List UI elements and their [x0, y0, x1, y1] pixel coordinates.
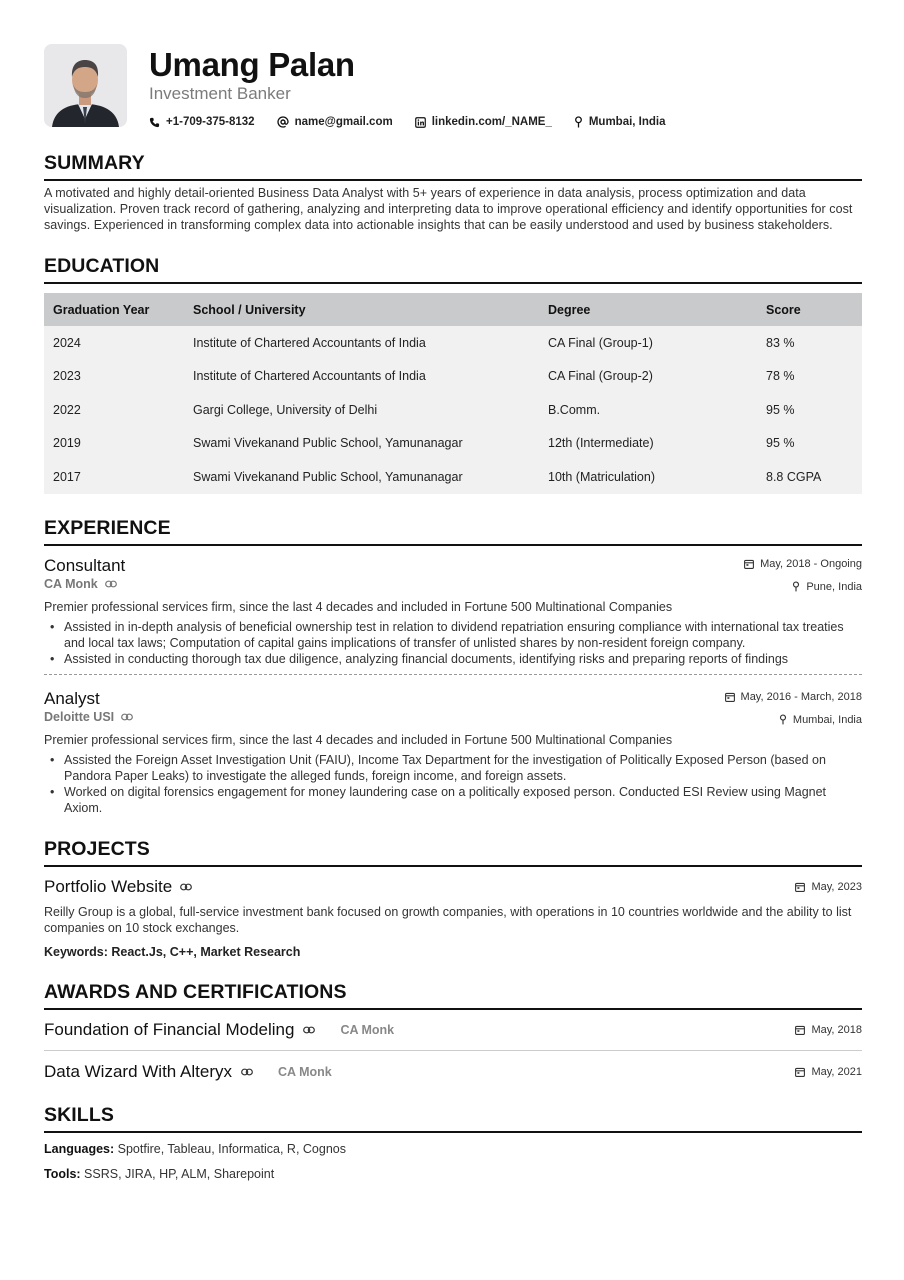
score-cell: 8.8 CGPA — [757, 460, 862, 494]
list-item: • Assisted in conducting thorough tax due diligence, analyzing financial documents, identifying risks and preparing reports of findings — [44, 651, 862, 667]
project-entry — [44, 877, 862, 897]
contact-linkedin-text: linkedin.com/_NAME_ — [431, 116, 552, 128]
degree-cell: 12th (Intermediate) — [539, 427, 757, 461]
project-title[interactable] — [44, 877, 192, 897]
at-icon — [277, 116, 289, 128]
education-section — [44, 255, 862, 494]
award-date-text: May, 2018 — [811, 1023, 862, 1036]
skill-label: Languages: — [44, 1141, 115, 1156]
location-icon — [779, 714, 787, 725]
table-row — [44, 326, 862, 360]
contact-bar — [149, 116, 688, 128]
education-header-row — [44, 293, 862, 326]
job-entry — [44, 689, 862, 816]
experience-section — [44, 517, 862, 816]
table-row — [44, 460, 862, 494]
award-title[interactable]: Data Wizard With Alteryx — [44, 1061, 232, 1081]
award-issuer: CA Monk — [278, 1064, 332, 1079]
job-location — [744, 580, 862, 594]
project-keywords: Keywords: React.Js, C++, Market Research — [44, 944, 301, 959]
skill-value: SSRS, JIRA, HP, ALM, Sharepoint — [80, 1166, 275, 1181]
degree-cell: CA Final (Group-2) — [539, 360, 757, 394]
job-title: Consultant — [44, 555, 126, 575]
degree-cell: CA Final (Group-1) — [539, 326, 757, 360]
summary-text: A motivated and highly detail-oriented Business Data Analyst with 5+ years of experience in data analysis, process optimization and data visualization. Proven track record of gathering, analyzing and interpreting data to improve operational efficiency and identify opportunities for cost savings. Experienced in transforming complex data into actionable insights that can be easily understood and used by business stakeholders. — [44, 186, 853, 232]
location-icon — [574, 116, 583, 128]
job-location-text: Pune, India — [806, 580, 862, 593]
score-cell: 78 % — [757, 360, 862, 394]
score-cell: 95 % — [757, 427, 862, 461]
projects-section — [44, 838, 862, 959]
school-cell: Institute of Chartered Accountants of India — [184, 360, 539, 394]
award-date — [795, 1065, 862, 1079]
project-title-text: Portfolio Website — [44, 876, 173, 896]
school-cell: Gargi College, University of Delhi — [184, 393, 539, 427]
awards-heading: AWARDS AND CERTIFICATIONS — [44, 981, 862, 1010]
table-row — [44, 427, 862, 461]
column-header-school: School / University — [184, 293, 539, 326]
resume-page — [44, 44, 862, 1182]
link-icon — [121, 713, 133, 721]
avatar-photo-icon — [44, 44, 127, 127]
job-company-name: CA Monk — [44, 576, 98, 591]
job-bullets — [44, 752, 862, 816]
project-date-text: May, 2023 — [811, 880, 862, 893]
contact-location — [574, 116, 666, 128]
job-location — [725, 713, 862, 727]
skills-heading: SKILLS — [44, 1104, 862, 1133]
calendar-icon — [725, 692, 735, 702]
award-entry — [44, 1020, 862, 1040]
job-entry — [44, 556, 862, 675]
education-table — [44, 293, 862, 494]
experience-heading: EXPERIENCE — [44, 517, 862, 546]
job-date — [744, 557, 862, 571]
degree-cell: B.Comm. — [539, 393, 757, 427]
award-date — [795, 1023, 862, 1037]
projects-heading: PROJECTS — [44, 838, 862, 867]
contact-linkedin[interactable] — [415, 116, 552, 128]
degree-cell: 10th (Matriculation) — [539, 460, 757, 494]
list-item: • Assisted the Foreign Asset Investigation Unit (FAIU), Income Tax Department for the investigation of Politically Exposed Person (based on Pandora Paper Leaks) to investigate the alleged funds, foreign income, and foreign assets. — [44, 752, 862, 784]
graduation-year-cell: 2019 — [44, 427, 184, 461]
calendar-icon — [795, 1025, 805, 1035]
list-item: • Worked on digital forensics engagement for money laundering case on a politically exposed person. Conducted ESI Review using Magnet Axiom. — [44, 784, 862, 816]
link-icon — [180, 883, 192, 891]
skills-section — [44, 1104, 862, 1182]
column-header-score: Score — [757, 293, 862, 326]
job-location-text: Mumbai, India — [792, 713, 862, 726]
skill-label: Tools: — [44, 1166, 81, 1181]
candidate-name: Umang Palan — [149, 46, 355, 83]
graduation-year-cell: 2024 — [44, 326, 184, 360]
contact-email-text: name@gmail.com — [294, 116, 393, 128]
column-header-graduation-year: Graduation Year — [44, 293, 184, 326]
job-company-name: Deloitte USI — [44, 709, 115, 724]
phone-icon — [149, 117, 160, 128]
job-divider — [44, 674, 862, 675]
job-date-text: May, 2018 - Ongoing — [760, 557, 862, 570]
contact-phone[interactable] — [149, 116, 255, 128]
summary-heading: SUMMARY — [44, 152, 862, 181]
graduation-year-cell: 2023 — [44, 360, 184, 394]
project-description: Reilly Group is a global, full-service investment bank focused on growth companies, with operations in 10 countries worldwide and the ability to list companies on 10 stock exchanges. — [44, 904, 852, 935]
awards-section — [44, 981, 862, 1082]
award-date-text: May, 2021 — [811, 1065, 862, 1078]
score-cell: 95 % — [757, 393, 862, 427]
award-issuer: CA Monk — [340, 1022, 395, 1037]
award-entry — [44, 1062, 862, 1082]
graduation-year-cell: 2017 — [44, 460, 184, 494]
project-date — [795, 880, 862, 894]
skill-languages — [44, 1141, 862, 1157]
skill-tools — [44, 1166, 862, 1182]
column-header-degree: Degree — [539, 293, 757, 326]
award-divider — [44, 1050, 862, 1051]
link-icon — [105, 580, 117, 588]
school-cell: Swami Vivekanand Public School, Yamunanagar — [184, 427, 539, 461]
job-description: Premier professional services firm, since the last 4 decades and included in Fortune 500 Multinational Companies — [44, 732, 673, 747]
award-title[interactable]: Foundation of Financial Modeling — [44, 1019, 295, 1039]
contact-email[interactable] — [277, 116, 393, 128]
summary-section — [44, 152, 862, 233]
link-icon — [241, 1068, 253, 1076]
link-icon — [303, 1026, 315, 1034]
job-company[interactable] — [44, 709, 133, 725]
school-cell: Institute of Chartered Accountants of India — [184, 326, 539, 360]
table-row — [44, 393, 862, 427]
table-row — [44, 360, 862, 394]
list-item: • Assisted in in-depth analysis of beneficial ownership test in relation to dividend repatriation ensuring compliance with international tax treaties and local tax laws; Computation of capital gains implications of transfer of unlisted shares by non-resident foreign company. — [44, 619, 862, 651]
score-cell: 83 % — [757, 326, 862, 360]
linkedin-icon — [415, 117, 426, 128]
job-company[interactable] — [44, 576, 125, 592]
calendar-icon — [795, 1067, 805, 1077]
job-title: Analyst — [44, 688, 100, 708]
contact-phone-text: +1-709-375-8132 — [166, 116, 255, 128]
education-heading: EDUCATION — [44, 255, 862, 284]
resume-header — [44, 44, 862, 128]
job-date-text: May, 2016 - March, 2018 — [740, 690, 862, 703]
contact-location-text: Mumbai, India — [588, 116, 666, 128]
skill-value: Spotfire, Tableau, Informatica, R, Cognos — [114, 1141, 346, 1156]
graduation-year-cell: 2022 — [44, 393, 184, 427]
job-description: Premier professional services firm, since the last 4 decades and included in Fortune 500 Multinational Companies — [44, 599, 673, 614]
calendar-icon — [795, 882, 805, 892]
candidate-role: Investment Banker — [149, 84, 291, 103]
calendar-icon — [744, 559, 754, 569]
avatar — [44, 44, 127, 127]
job-date — [725, 690, 862, 704]
school-cell: Swami Vivekanand Public School, Yamunanagar — [184, 460, 539, 494]
job-bullets — [44, 619, 862, 667]
location-icon — [792, 581, 800, 592]
